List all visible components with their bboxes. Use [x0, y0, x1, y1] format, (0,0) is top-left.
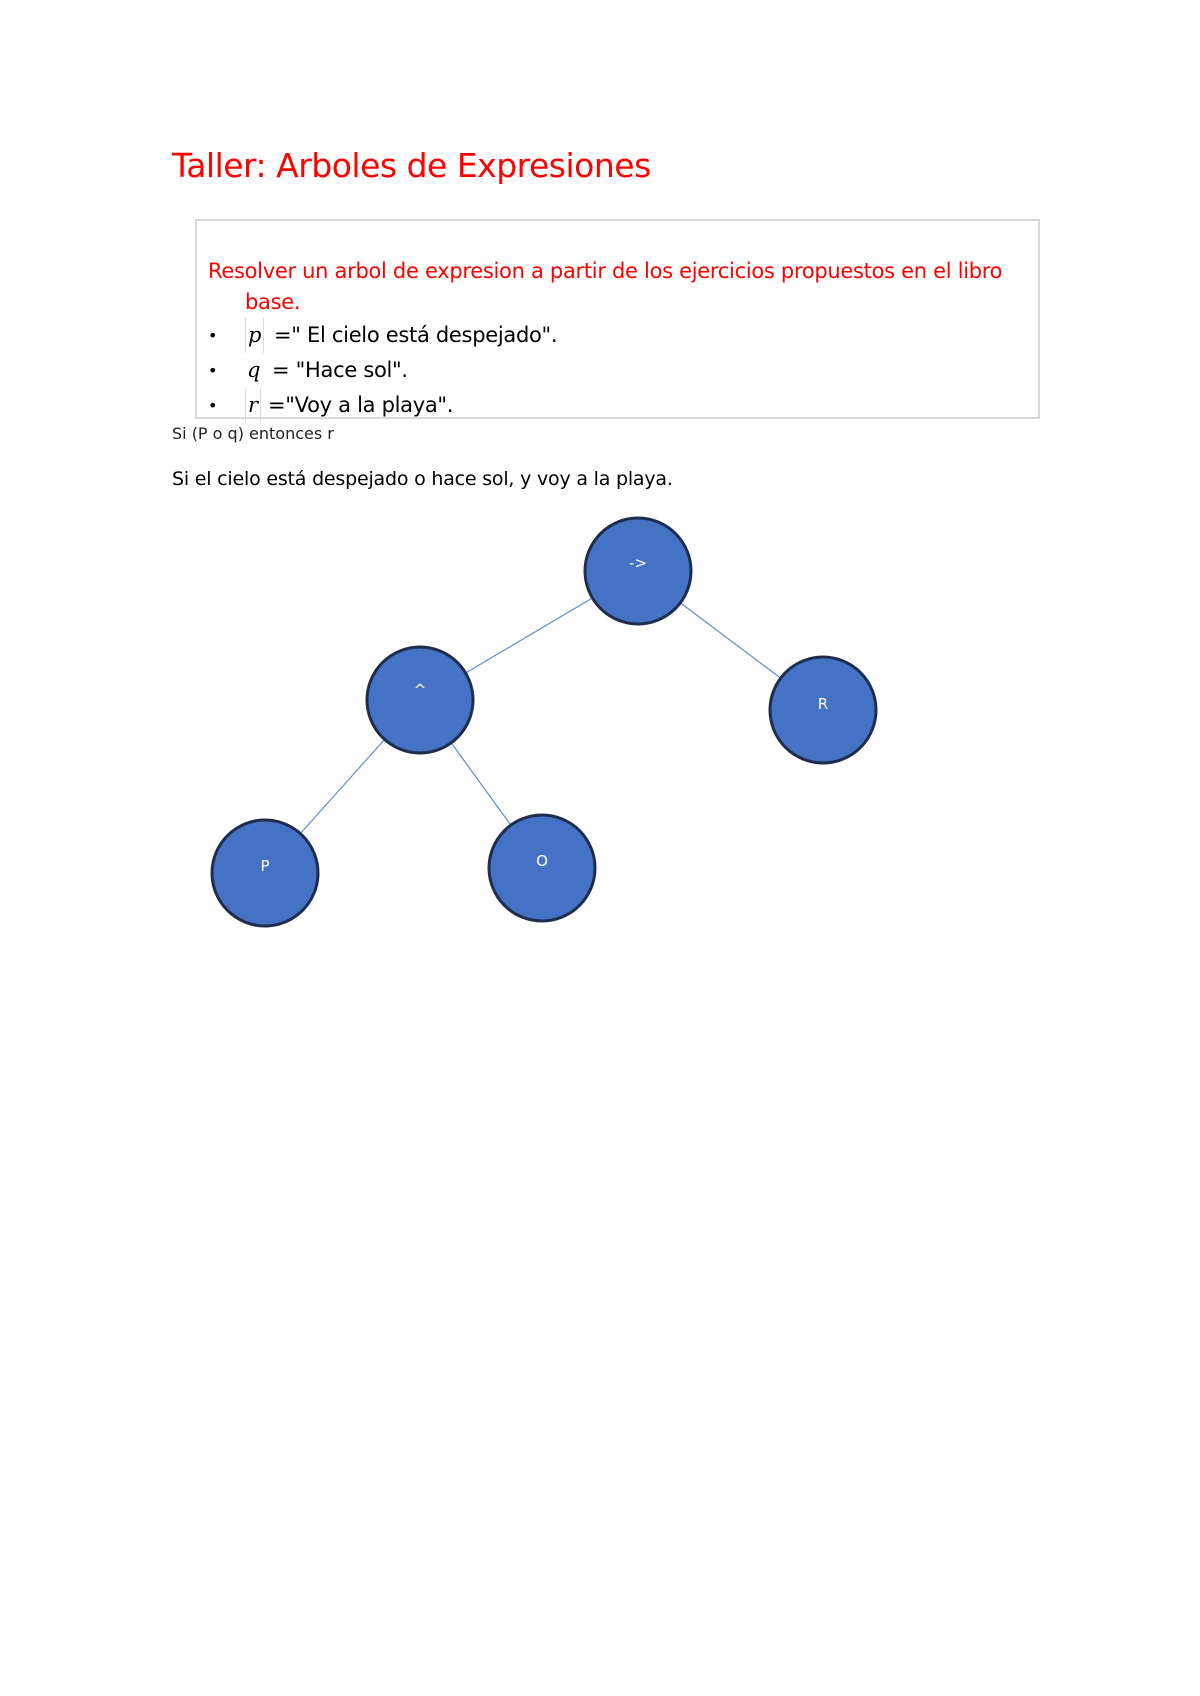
bullet-icon: •: [208, 396, 218, 415]
page-title: Taller: Arboles de Expresiones: [172, 146, 651, 185]
tree-node-q: [489, 815, 595, 921]
tree-node-and: [367, 647, 473, 753]
tree-node-label: ^: [413, 681, 427, 699]
variable-r: r: [245, 388, 261, 423]
tree-edge-and-q: [451, 743, 511, 825]
tree-node-label: R: [817, 695, 829, 713]
tree-edge-and-p: [300, 739, 384, 833]
tree-edge-root-r: [680, 603, 780, 678]
definition-text: =" El cielo está despejado".: [274, 323, 558, 347]
variable-q: q: [247, 358, 261, 382]
bullet-icon: •: [208, 361, 218, 380]
tree-node-label: O: [536, 852, 548, 870]
tree-node-r: [770, 657, 876, 763]
instruction-line-2: base.: [245, 290, 301, 314]
tree-node-root: [585, 518, 691, 624]
definition-text: ="Voy a la playa".: [268, 393, 454, 417]
natural-language-sentence: Si el cielo está despejado o hace sol, y voy a la playa.: [172, 468, 673, 490]
tree-edge-root-and: [466, 598, 593, 673]
definition-text: = "Hace sol".: [272, 358, 408, 382]
bullet-icon: •: [208, 326, 218, 345]
tree-node-circle: [367, 647, 473, 753]
tree-node-p: [212, 820, 318, 926]
instruction-line-1: Resolver un arbol de expresion a partir de los ejercicios propuestos en el libro: [208, 259, 1003, 283]
variable-p: p: [245, 318, 264, 353]
tree-node-label: P: [260, 857, 270, 875]
tree-node-label: ->: [629, 554, 647, 572]
logic-formula: Si (P o q) entonces r: [172, 424, 334, 443]
